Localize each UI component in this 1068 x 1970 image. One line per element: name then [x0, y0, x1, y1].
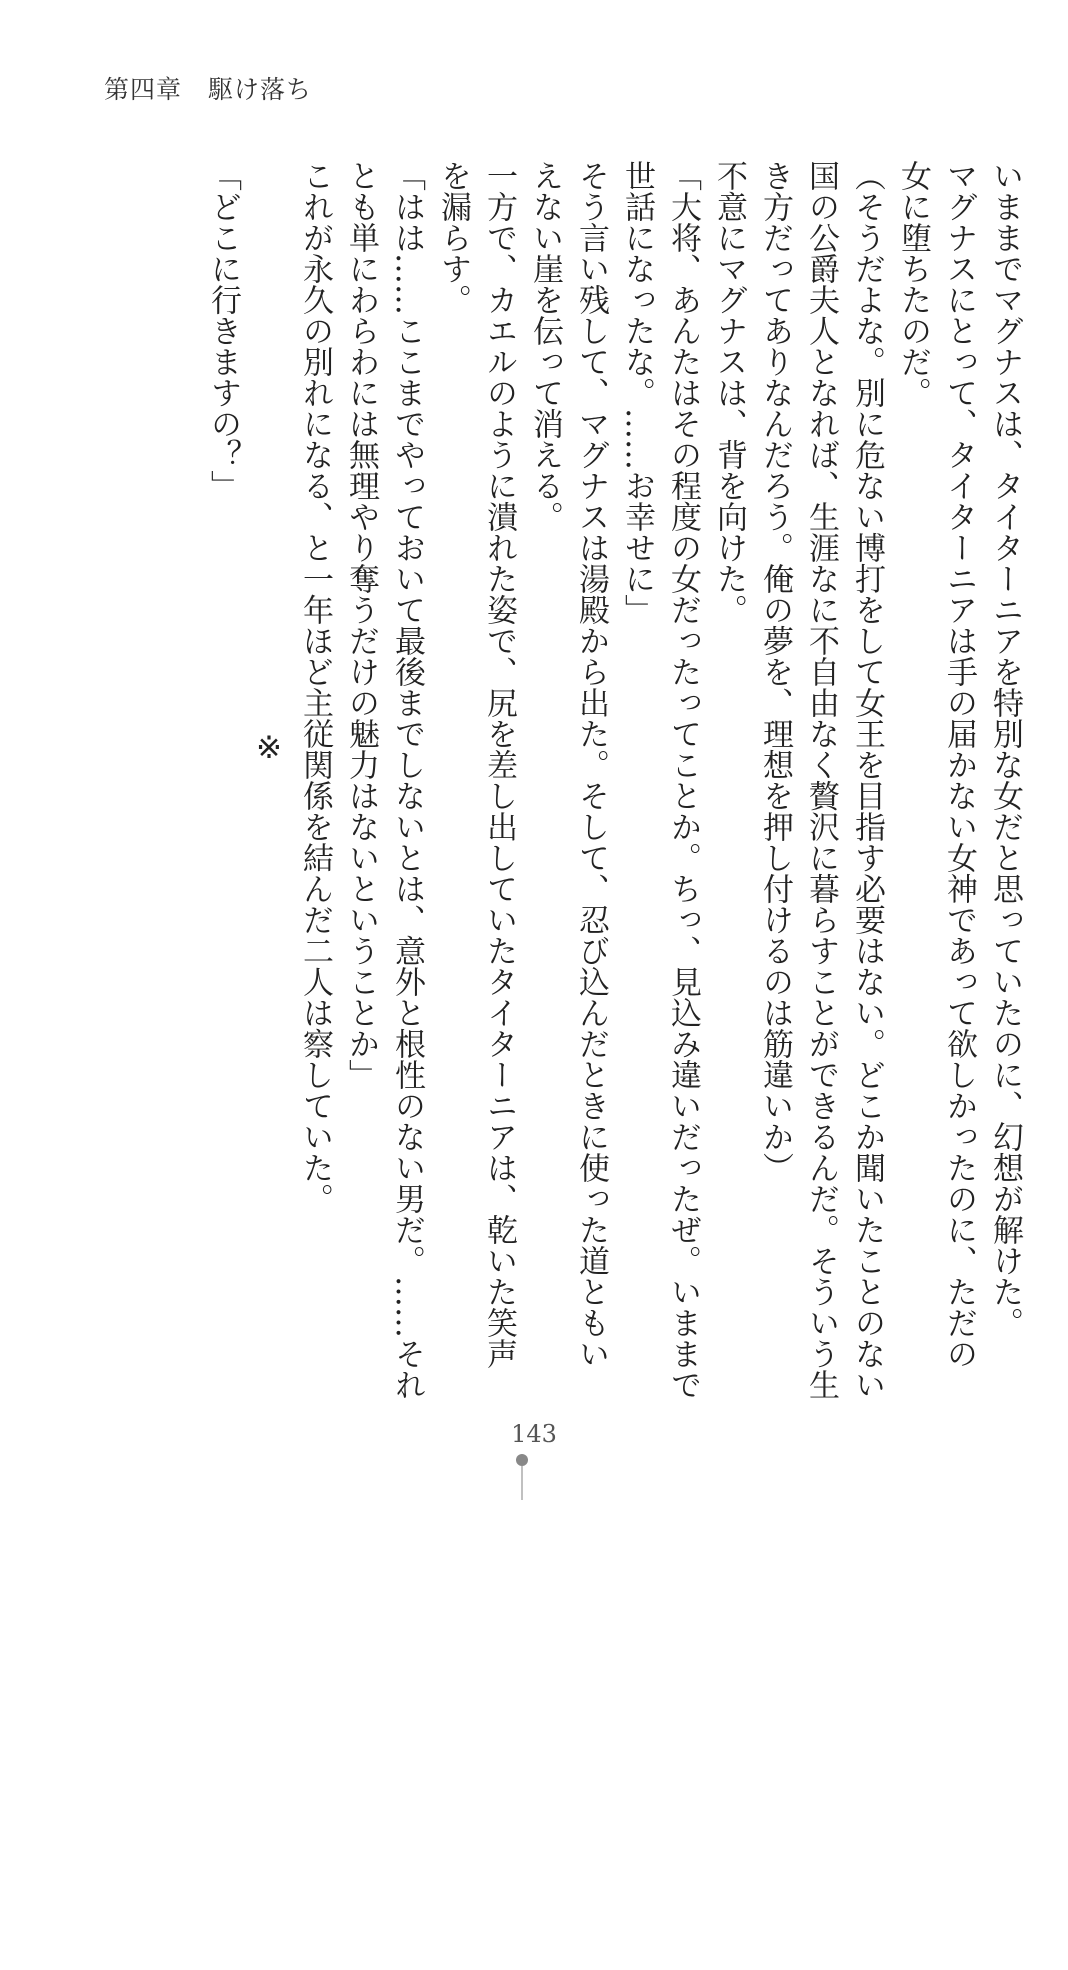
text-line: とも単にわらわには無理やり奪うだけの魅力はないということか」 — [343, 160, 379, 1090]
text-line: えない崖を伝って消える。 — [527, 160, 563, 532]
text-line: （そうだよな。別に危ない博打をして女王を目指す必要はない。どこか聞いたことのない — [849, 160, 885, 1400]
text-line: き方だってありなんだろう。俺の夢を、理想を押し付けるのは筋違いか） — [757, 160, 793, 1183]
body-text — [200, 160, 1028, 1400]
scene-break-mark: ※ — [251, 730, 287, 766]
text-line: 不意にマグナスは、背を向けた。 — [711, 160, 747, 625]
page-number: 143 — [511, 1420, 557, 1448]
running-head: 第四章 駆け落ち — [104, 75, 313, 104]
text-line: マグナスにとって、タイターニアは手の届かない女神であって欲しかったのに、ただの — [941, 160, 977, 1369]
text-line: 「大将、あんたはその程度の女だったってことか。ちっ、見込み違いだったぜ。いままで — [665, 160, 701, 1400]
text-line: 「どこに行きますの？」 — [205, 160, 241, 501]
text-line: いままでマグナスは、タイターニアを特別な女だと思っていたのに、幻想が解けた。 — [987, 160, 1023, 1338]
text-line: を漏らす。 — [435, 160, 471, 315]
text-line: 「はは……ここまでやっておいて最後までしないとは、意外と根性のない男だ。……それ — [389, 160, 425, 1400]
page-ornament-icon — [513, 1452, 531, 1500]
text-line: これが永久の別れになる、と一年ほど主従関係を結んだ二人は察していた。 — [297, 160, 333, 1214]
text-line: 国の公爵夫人となれば、生涯なに不自由なく贅沢に暮らすことができるんだ。そういう生 — [803, 160, 839, 1400]
text-line: 女に堕ちたのだ。 — [895, 160, 931, 408]
text-line: 世話になったな。……お幸せに」 — [619, 160, 655, 625]
text-line: 一方で、カエルのように潰れた姿で、尻を差し出していたタイターニアは、乾いた笑声 — [481, 160, 517, 1369]
text-line: そう言い残して、マグナスは湯殿から出た。そして、忍び込んだときに使った道ともい — [573, 160, 609, 1369]
